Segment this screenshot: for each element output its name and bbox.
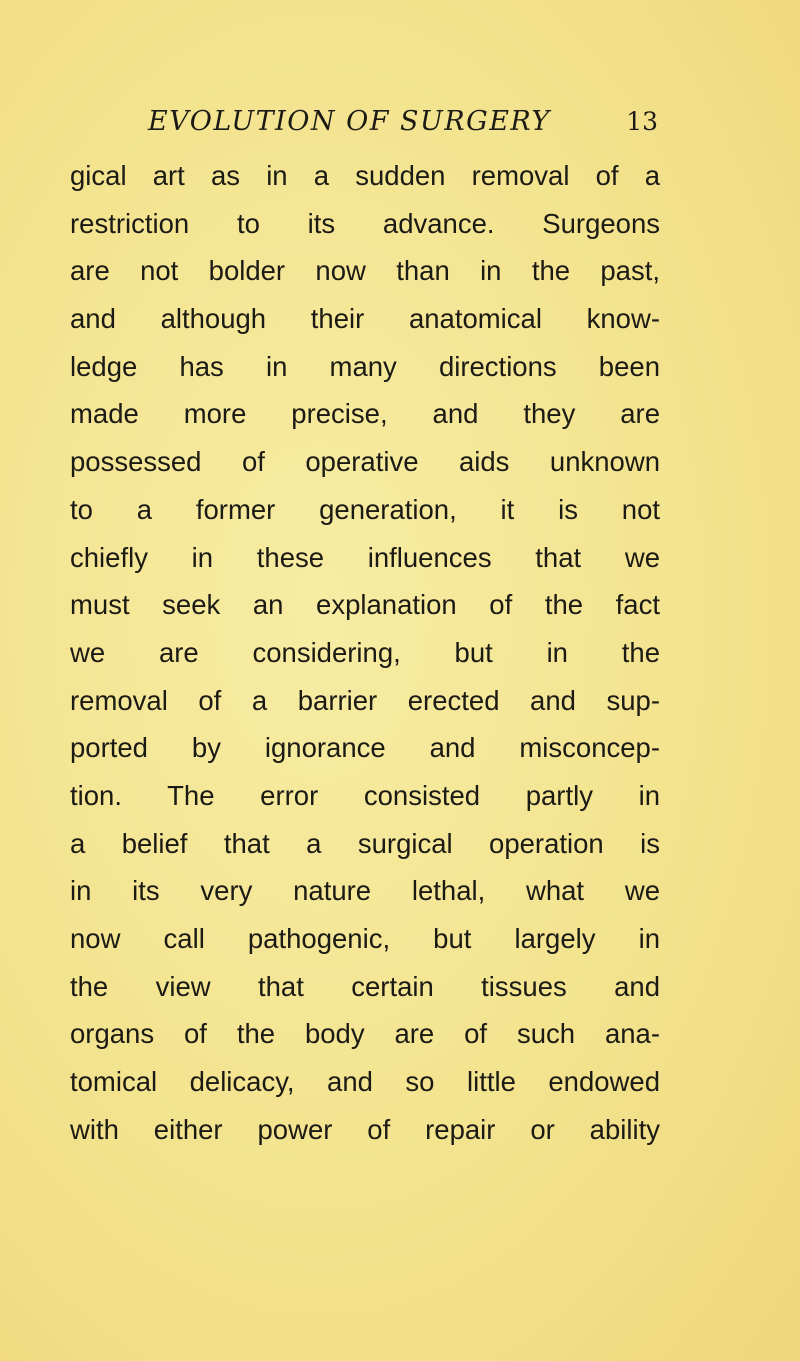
page-number: 13: [626, 107, 658, 136]
text-line: removal of a barrier erected and sup-: [70, 684, 660, 716]
text-line: are not bolder now than in the past,: [70, 255, 660, 287]
running-head: [148, 100, 658, 144]
text-line: in its very nature lethal, what we: [70, 875, 660, 907]
running-title: EVOLUTION OF SURGERY: [148, 106, 551, 137]
text-line: now call pathogenic, but largely in: [70, 923, 660, 954]
text-line: tomical delicacy, and so little endowed: [70, 1066, 660, 1098]
text-line: the view that certain tissues and: [70, 970, 660, 1002]
text-line: with either power of repair or ability: [70, 1113, 660, 1145]
text-line: ported by ignorance and misconcep-: [70, 732, 660, 764]
body-text: [70, 152, 660, 1153]
text-line: gical art as in a sudden removal of a: [70, 160, 660, 191]
text-line: chiefly in these influences that we: [70, 541, 660, 573]
text-line: ledge has in many directions been: [70, 350, 660, 382]
text-line: must seek an explanation of the fact: [70, 589, 660, 621]
text-line: and although their anatomical know-: [70, 303, 660, 335]
text-line: organs of the body are of such ana-: [70, 1018, 660, 1050]
text-line: restriction to its advance. Surgeons: [70, 207, 660, 239]
text-line: possessed of operative aids unknown: [70, 446, 660, 478]
text-line: we are considering, but in the: [70, 636, 660, 668]
text-line: tion. The error consisted partly in: [70, 779, 660, 811]
text-line: made more precise, and they are: [70, 398, 660, 430]
text-line: a belief that a surgical operation is: [70, 827, 660, 859]
text-line: to a former generation, it is not: [70, 493, 660, 525]
